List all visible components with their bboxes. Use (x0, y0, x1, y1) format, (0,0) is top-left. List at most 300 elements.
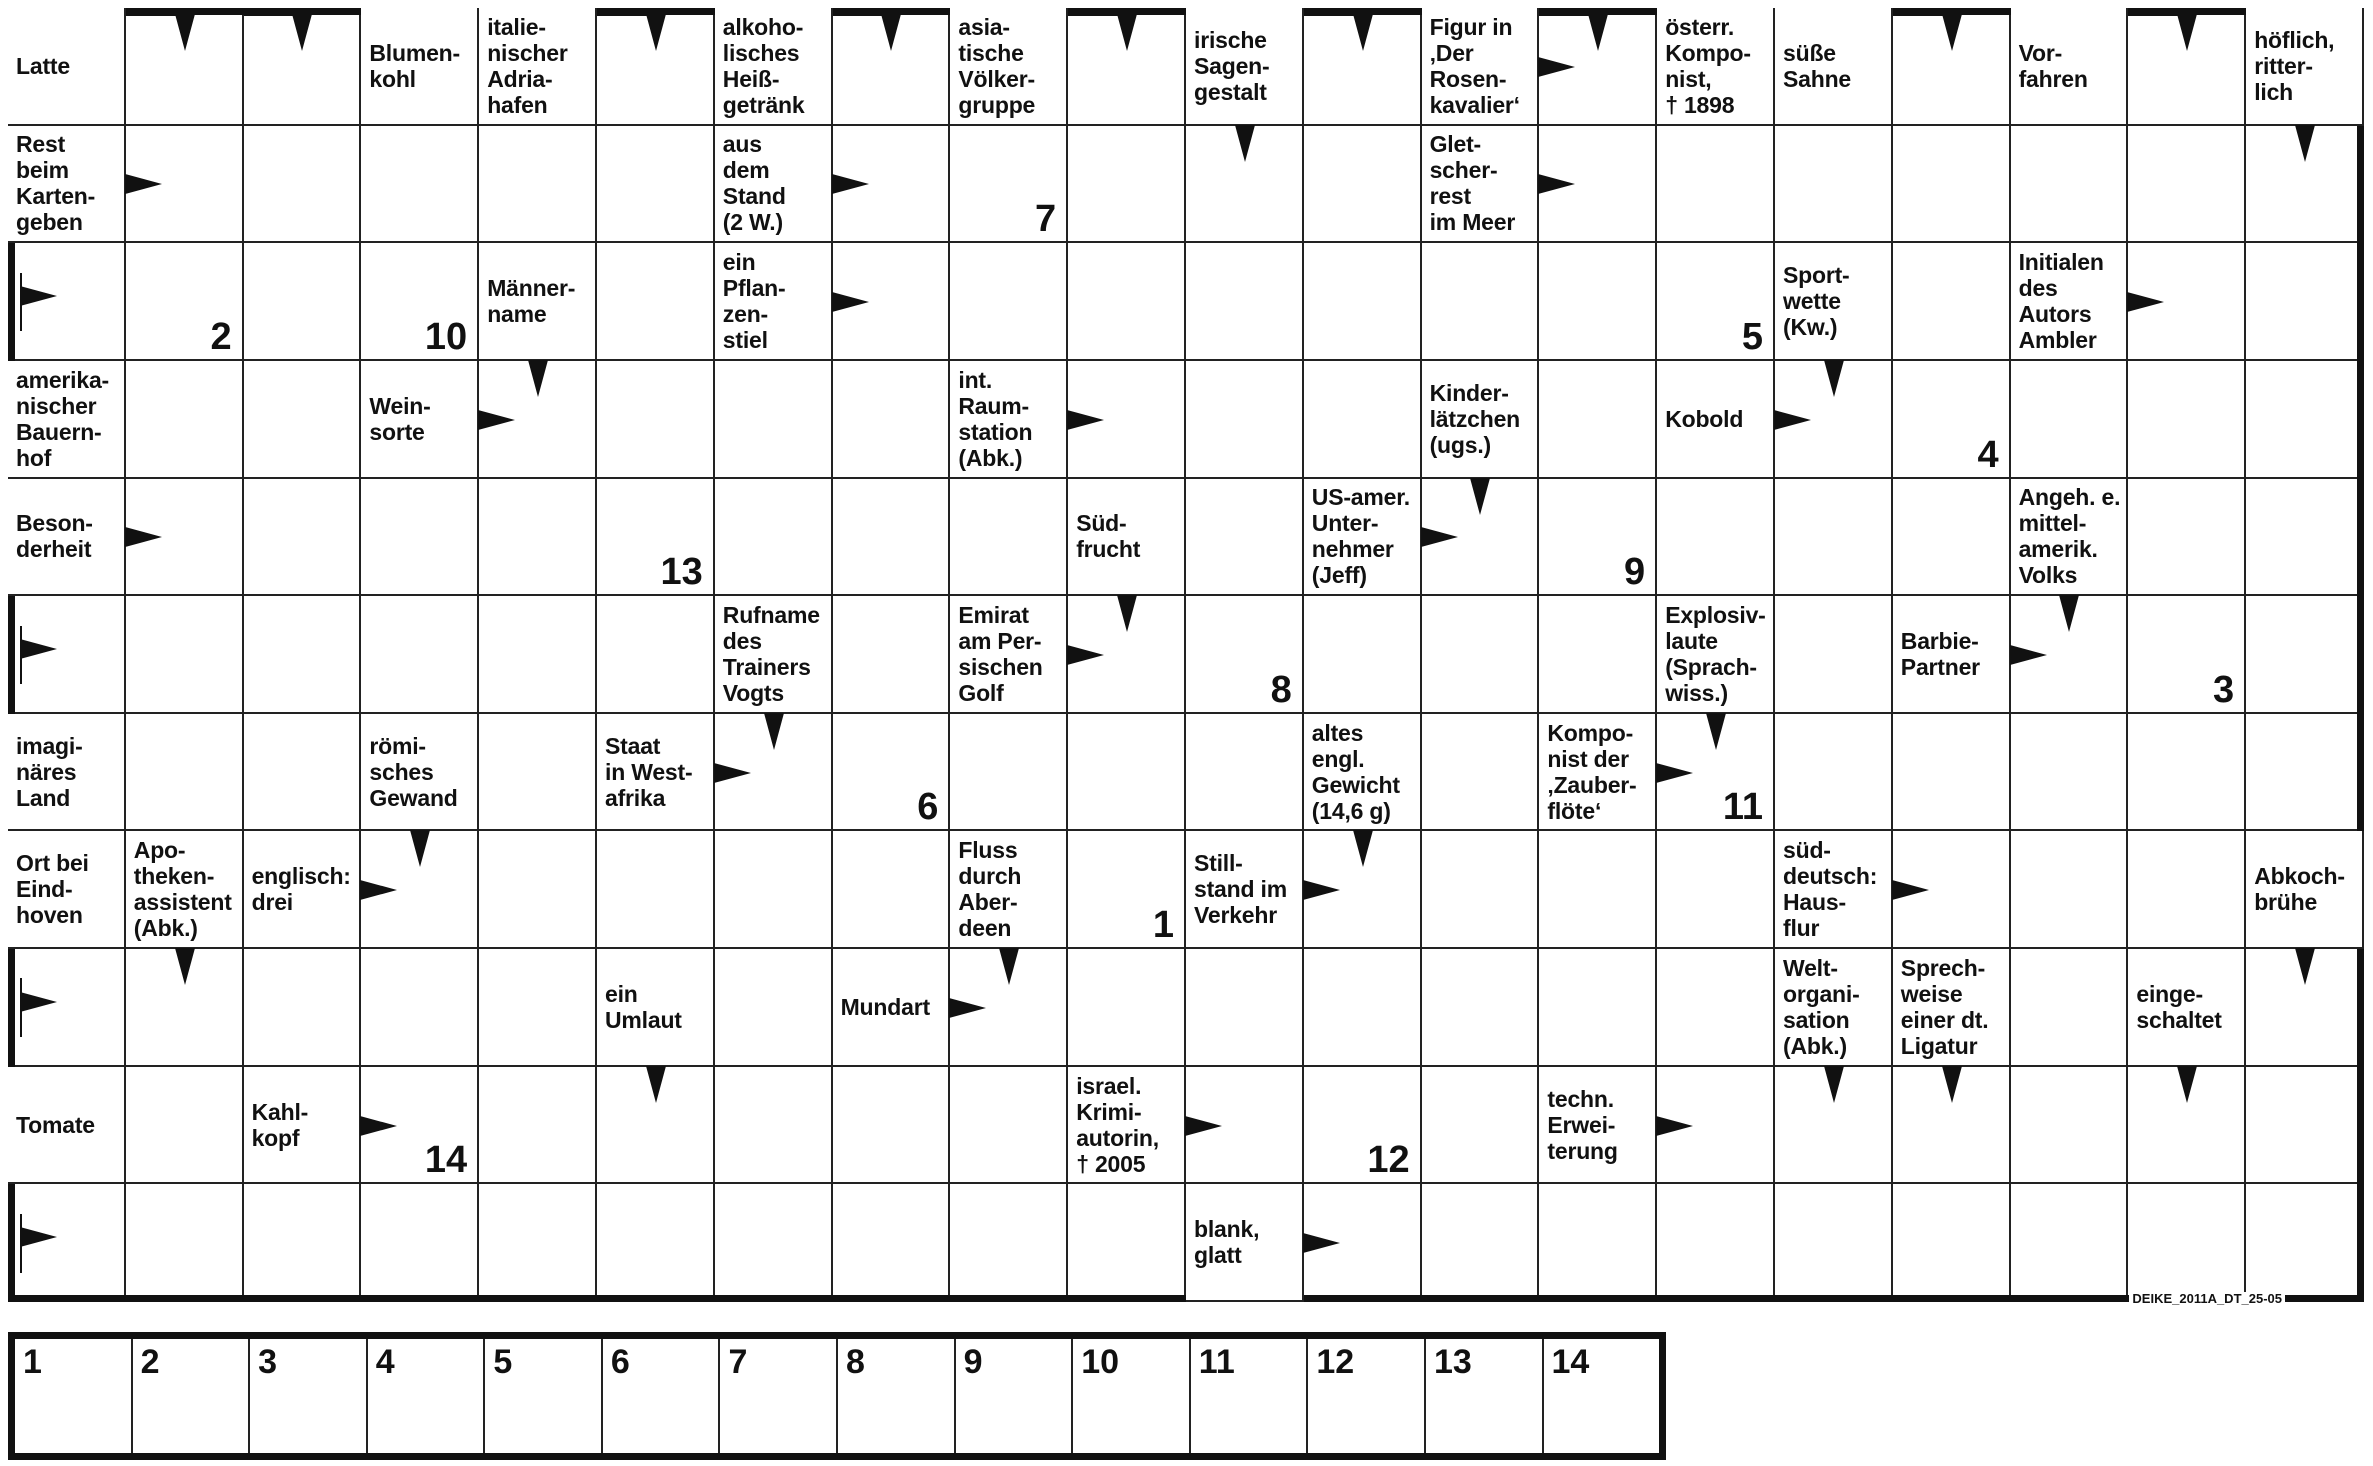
clue-cell (715, 8, 833, 126)
answer-cell[interactable] (1893, 8, 2011, 126)
solution-box-number: 4 (375, 1343, 395, 1381)
answer-cell[interactable] (2011, 126, 2129, 244)
clue-cell (361, 361, 479, 479)
solution-box-number: 10 (1081, 1343, 1120, 1381)
answer-cell[interactable] (597, 1184, 715, 1302)
arrow-right-icon (360, 1116, 397, 1136)
answer-cell[interactable] (1775, 126, 1893, 244)
arrow-down-icon (1942, 14, 1962, 51)
answer-cell[interactable] (361, 949, 479, 1067)
clue-text: israel. Krimi- autorin, † 2005 (1076, 1072, 1159, 1177)
arrow-right-icon (125, 527, 162, 547)
answer-cell[interactable] (126, 714, 244, 832)
answer-cell[interactable] (1422, 949, 1540, 1067)
clue-cell (1657, 361, 1775, 479)
clue-text: Abkoch- brühe (2254, 863, 2345, 916)
answer-cell[interactable] (361, 243, 479, 361)
answer-cell[interactable] (833, 479, 951, 597)
arrow-right-icon (1303, 880, 1340, 900)
clue-text: italie- nischer Adria- hafen (487, 13, 568, 118)
answer-cell[interactable] (597, 479, 715, 597)
answer-cell[interactable] (833, 831, 951, 949)
clue-text: Wein- sorte (369, 392, 431, 445)
solution-box[interactable] (838, 1339, 956, 1453)
answer-cell[interactable] (1068, 243, 1186, 361)
clue-text: Emirat am Per- sischen Golf (958, 601, 1043, 706)
solution-box[interactable] (1073, 1339, 1191, 1453)
arrow-right-icon (1067, 645, 1104, 665)
answer-cell[interactable] (1068, 831, 1186, 949)
arrow-right-icon (949, 998, 986, 1018)
answer-cell[interactable] (1657, 831, 1775, 949)
answer-cell[interactable] (1304, 949, 1422, 1067)
answer-cell[interactable] (479, 596, 597, 714)
solution-box[interactable] (250, 1339, 368, 1453)
answer-cell[interactable] (1068, 949, 1186, 1067)
crossword-grid (8, 8, 2364, 1302)
answer-cell[interactable] (1539, 243, 1657, 361)
answer-cell[interactable] (1422, 714, 1540, 832)
answer-cell[interactable] (833, 1067, 951, 1185)
solution-box[interactable] (15, 1339, 133, 1453)
answer-cell[interactable] (1068, 126, 1186, 244)
answer-cell[interactable] (244, 1184, 362, 1302)
answer-cell[interactable] (361, 126, 479, 244)
answer-cell[interactable] (833, 1184, 951, 1302)
answer-cell[interactable] (361, 479, 479, 597)
answer-cell[interactable] (833, 361, 951, 479)
clue-text: altes engl. Gewicht (14,6 g) (1311, 719, 1400, 824)
arrow-right-icon (478, 410, 515, 430)
clue-text: Welt- organi- sation (Abk.) (1783, 954, 1860, 1059)
answer-cell[interactable] (126, 596, 244, 714)
answer-cell[interactable] (715, 1184, 833, 1302)
answer-cell[interactable] (479, 126, 597, 244)
clue-text: Glet- scher- rest im Meer (1429, 131, 1516, 236)
answer-cell[interactable] (2246, 596, 2364, 714)
answer-cell[interactable] (244, 949, 362, 1067)
answer-cell[interactable] (1422, 831, 1540, 949)
solution-box-number: 3 (258, 1343, 278, 1381)
answer-cell[interactable] (1304, 243, 1422, 361)
arrow-right-icon (125, 174, 162, 194)
answer-cell[interactable] (950, 243, 1068, 361)
solution-number: 7 (1035, 198, 1057, 241)
answer-cell[interactable] (1186, 596, 1304, 714)
clue-cell (479, 243, 597, 361)
answer-cell[interactable] (361, 1184, 479, 1302)
clue-cell (2246, 8, 2364, 126)
solution-number: 6 (917, 786, 939, 829)
clue-text: österr. Kompo- nist, † 1898 (1665, 13, 1751, 118)
answer-cell[interactable] (2128, 1184, 2246, 1302)
clue-cell (1893, 949, 2011, 1067)
clue-text: aus dem Stand (2 W.) (722, 131, 786, 236)
answer-cell[interactable] (2128, 8, 2246, 126)
answer-cell[interactable] (2246, 1184, 2364, 1302)
arrow-down-icon (1117, 14, 1137, 51)
answer-cell[interactable] (1657, 479, 1775, 597)
clue-cell (1422, 8, 1540, 126)
clue-cell (715, 243, 833, 361)
clue-text: Blumen- kohl (369, 39, 460, 92)
answer-cell[interactable] (2011, 714, 2129, 832)
answer-cell[interactable] (479, 949, 597, 1067)
answer-cell[interactable] (1422, 1067, 1540, 1185)
arrow-right-icon (1892, 880, 1929, 900)
arrow-down-icon (1824, 360, 1844, 397)
clue-cell (715, 126, 833, 244)
arrow-down-icon (1588, 14, 1608, 51)
answer-cell[interactable] (479, 714, 597, 832)
arrow-right-icon (1656, 763, 1693, 783)
answer-cell[interactable] (8, 596, 126, 714)
answer-cell[interactable] (244, 714, 362, 832)
solution-number: 4 (1977, 433, 1999, 476)
arrow-down-icon (764, 713, 784, 750)
solution-box[interactable] (133, 1339, 251, 1453)
answer-cell[interactable] (1304, 596, 1422, 714)
answer-cell[interactable] (126, 8, 244, 126)
clue-cell (126, 831, 244, 949)
clue-text: englisch: drei (251, 863, 351, 916)
answer-cell[interactable] (950, 479, 1068, 597)
clue-text: Tomate (16, 1111, 95, 1138)
solution-box-number: 13 (1433, 1343, 1472, 1381)
clue-text: römi- sches Gewand (369, 732, 458, 811)
arrow-right-icon (1067, 410, 1104, 430)
answer-cell[interactable] (715, 831, 833, 949)
answer-cell[interactable] (1657, 126, 1775, 244)
clue-text: Ort bei Eind- hoven (16, 850, 89, 929)
answer-cell[interactable] (1775, 596, 1893, 714)
answer-cell[interactable] (1422, 1184, 1540, 1302)
clue-cell (1539, 1067, 1657, 1185)
solution-box-number: 9 (963, 1343, 983, 1381)
clue-text: Vor- fahren (2018, 39, 2088, 92)
clue-text: süd- deutsch: Haus- flur (1783, 837, 1878, 942)
arrow-right-icon (1303, 1233, 1340, 1253)
clue-cell (1186, 1184, 1304, 1302)
arrow-down-icon (1942, 1066, 1962, 1103)
arrow-right-icon (1538, 57, 1575, 77)
solution-box[interactable] (603, 1339, 721, 1453)
answer-cell[interactable] (2011, 1067, 2129, 1185)
answer-cell[interactable] (1422, 596, 1540, 714)
arrow-down-icon (1353, 14, 1373, 51)
answer-cell[interactable] (597, 596, 715, 714)
answer-cell[interactable] (1539, 479, 1657, 597)
clue-cell (244, 831, 362, 949)
arrow-right-icon (20, 992, 57, 1012)
answer-cell[interactable] (2128, 126, 2246, 244)
clue-cell (1186, 8, 1304, 126)
clue-cell (715, 596, 833, 714)
clue-text: Männer- name (487, 275, 576, 328)
answer-cell[interactable] (1657, 243, 1775, 361)
answer-cell[interactable] (1893, 714, 2011, 832)
clue-cell (8, 479, 126, 597)
answer-cell[interactable] (479, 1184, 597, 1302)
arrow-right-icon (1185, 1116, 1222, 1136)
clue-text: imagi- näres Land (16, 732, 83, 811)
answer-cell[interactable] (2128, 596, 2246, 714)
answer-cell[interactable] (715, 479, 833, 597)
answer-cell[interactable] (126, 361, 244, 479)
answer-cell[interactable] (2011, 361, 2129, 479)
clue-text: Süd- frucht (1076, 510, 1141, 563)
clue-cell (2246, 831, 2364, 949)
answer-cell[interactable] (1068, 1184, 1186, 1302)
answer-cell[interactable] (8, 1184, 126, 1302)
puzzle-code: DEIKE_2011A_DT_25-05 (2129, 1292, 2285, 1306)
solution-number: 3 (2213, 668, 2235, 711)
clue-text: Figur in ‚Der Rosen- kavalier‘ (1429, 13, 1520, 118)
answer-cell[interactable] (244, 479, 362, 597)
clue-text: alkoho- lisches Heiß- getränk (722, 13, 805, 118)
answer-cell[interactable] (1068, 8, 1186, 126)
answer-cell[interactable] (2246, 243, 2364, 361)
clue-cell (1186, 831, 1304, 949)
solution-box[interactable] (1544, 1339, 1660, 1453)
arrow-down-icon (2059, 595, 2079, 632)
clue-cell (1539, 714, 1657, 832)
answer-cell[interactable] (1304, 8, 1422, 126)
answer-cell[interactable] (1186, 361, 1304, 479)
clue-text: asia- tische Völker- gruppe (958, 13, 1036, 118)
clue-cell (2128, 949, 2246, 1067)
clue-cell (950, 8, 1068, 126)
clue-cell (1657, 596, 1775, 714)
clue-text: Initialen des Autors Ambler (2018, 249, 2104, 354)
clue-cell (2011, 243, 2129, 361)
arrow-down-icon (1353, 830, 1373, 867)
answer-cell[interactable] (2246, 361, 2364, 479)
answer-cell[interactable] (8, 243, 126, 361)
solution-box-number: 6 (610, 1343, 630, 1381)
answer-cell[interactable] (126, 1067, 244, 1185)
answer-cell[interactable] (2246, 714, 2364, 832)
solution-number: 2 (210, 315, 232, 358)
arrow-down-icon (1824, 1066, 1844, 1103)
clue-text: Rufname des Trainers Vogts (722, 601, 820, 706)
arrow-down-icon (1470, 478, 1490, 515)
answer-cell[interactable] (833, 8, 951, 126)
answer-cell[interactable] (479, 1067, 597, 1185)
clue-cell (244, 1067, 362, 1185)
answer-cell[interactable] (950, 126, 1068, 244)
answer-cell[interactable] (715, 949, 833, 1067)
answer-cell[interactable] (597, 831, 715, 949)
answer-cell[interactable] (1539, 1184, 1657, 1302)
answer-cell[interactable] (715, 361, 833, 479)
solution-number: 8 (1270, 668, 1292, 711)
solution-box-number: 5 (493, 1343, 513, 1381)
arrow-down-icon (646, 14, 666, 51)
arrow-down-icon (2295, 948, 2315, 985)
clue-text: Barbie- Partner (1900, 627, 1980, 680)
answer-cell[interactable] (244, 126, 362, 244)
answer-cell[interactable] (2011, 949, 2129, 1067)
clue-text: Fluss durch Aber- deen (958, 837, 1022, 942)
answer-cell[interactable] (1893, 1184, 2011, 1302)
answer-cell[interactable] (479, 831, 597, 949)
answer-cell[interactable] (833, 714, 951, 832)
clue-cell (479, 8, 597, 126)
solution-strip (8, 1332, 1666, 1460)
answer-cell[interactable] (2128, 831, 2246, 949)
answer-cell[interactable] (1539, 949, 1657, 1067)
answer-cell[interactable] (950, 1184, 1068, 1302)
answer-cell[interactable] (1657, 949, 1775, 1067)
solution-box[interactable] (720, 1339, 838, 1453)
clue-cell (8, 8, 126, 126)
answer-cell[interactable] (1775, 479, 1893, 597)
answer-cell[interactable] (1304, 361, 1422, 479)
answer-cell[interactable] (1775, 714, 1893, 832)
arrow-down-icon (646, 1066, 666, 1103)
solution-box[interactable] (485, 1339, 603, 1453)
answer-cell[interactable] (2011, 1184, 2129, 1302)
clue-text: techn. Erwei- terung (1547, 1085, 1618, 1164)
clue-cell (1068, 479, 1186, 597)
clue-text: Kompo- nist der ‚Zauber- flöte‘ (1547, 719, 1637, 824)
arrow-right-icon (360, 880, 397, 900)
solution-box[interactable] (368, 1339, 486, 1453)
answer-cell[interactable] (479, 479, 597, 597)
clue-cell (8, 1067, 126, 1185)
answer-cell[interactable] (1657, 1184, 1775, 1302)
answer-cell[interactable] (244, 8, 362, 126)
answer-cell[interactable] (833, 596, 951, 714)
solution-number: 13 (660, 551, 703, 594)
clue-cell (1775, 949, 1893, 1067)
answer-cell[interactable] (950, 1067, 1068, 1185)
clue-cell (1422, 126, 1540, 244)
solution-box[interactable] (1426, 1339, 1544, 1453)
answer-cell[interactable] (1186, 479, 1304, 597)
arrow-down-icon (410, 830, 430, 867)
answer-cell[interactable] (244, 361, 362, 479)
arrow-down-icon (2295, 125, 2315, 162)
answer-cell[interactable] (2246, 479, 2364, 597)
answer-cell[interactable] (1893, 243, 2011, 361)
clue-text: Mundart (840, 993, 930, 1020)
clue-cell (1068, 1067, 1186, 1185)
answer-cell[interactable] (2246, 1067, 2364, 1185)
answer-cell[interactable] (1893, 126, 2011, 244)
answer-cell[interactable] (597, 126, 715, 244)
clue-text: ein Umlaut (605, 980, 682, 1033)
answer-cell[interactable] (1422, 243, 1540, 361)
clue-text: Beson- derheit (16, 510, 93, 563)
clue-text: Sprech- weise einer dt. Ligatur (1900, 954, 1989, 1059)
arrow-right-icon (20, 286, 57, 306)
clue-cell (1775, 8, 1893, 126)
arrow-down-icon (175, 948, 195, 985)
solution-number: 5 (1741, 315, 1763, 358)
answer-cell[interactable] (361, 596, 479, 714)
answer-cell[interactable] (1304, 1067, 1422, 1185)
answer-cell[interactable] (126, 1184, 244, 1302)
clue-cell (1304, 479, 1422, 597)
arrow-right-icon (20, 639, 57, 659)
clue-cell (1775, 831, 1893, 949)
answer-cell[interactable] (1539, 361, 1657, 479)
answer-cell[interactable] (8, 949, 126, 1067)
arrow-right-icon (1656, 1116, 1693, 1136)
clue-cell (950, 831, 1068, 949)
solution-box[interactable] (1191, 1339, 1309, 1453)
clue-text: süße Sahne (1783, 39, 1852, 92)
answer-cell[interactable] (597, 243, 715, 361)
clue-cell (833, 949, 951, 1067)
answer-cell[interactable] (715, 1067, 833, 1185)
answer-cell[interactable] (1893, 361, 2011, 479)
solution-number: 14 (424, 1139, 468, 1182)
answer-cell[interactable] (1068, 714, 1186, 832)
arrow-right-icon (1774, 410, 1811, 430)
clue-text: Kobold (1665, 405, 1744, 432)
clue-cell (8, 831, 126, 949)
answer-cell[interactable] (2128, 479, 2246, 597)
answer-cell[interactable] (1186, 714, 1304, 832)
clue-cell (597, 714, 715, 832)
clue-text: höflich, ritter- lich (2254, 26, 2335, 105)
arrow-down-icon (881, 14, 901, 51)
arrow-down-icon (1117, 595, 1137, 632)
answer-cell[interactable] (1893, 479, 2011, 597)
answer-cell[interactable] (244, 243, 362, 361)
answer-cell[interactable] (244, 596, 362, 714)
solution-number: 10 (424, 315, 468, 358)
clue-cell (1304, 714, 1422, 832)
clue-text: Kinder- lätzchen (ugs.) (1429, 379, 1521, 458)
answer-cell[interactable] (2128, 714, 2246, 832)
clue-text: int. Raum- station (Abk.) (958, 366, 1033, 471)
clue-cell (2011, 8, 2129, 126)
clue-cell (1775, 243, 1893, 361)
answer-cell[interactable] (1186, 243, 1304, 361)
arrow-down-icon (999, 948, 1019, 985)
clue-cell (361, 8, 479, 126)
clue-cell (361, 714, 479, 832)
answer-cell[interactable] (126, 243, 244, 361)
answer-cell[interactable] (1539, 596, 1657, 714)
answer-cell[interactable] (950, 714, 1068, 832)
answer-cell[interactable] (1539, 831, 1657, 949)
solution-number: 12 (1367, 1139, 1410, 1182)
solution-box[interactable] (956, 1339, 1074, 1453)
clue-cell (597, 949, 715, 1067)
answer-cell[interactable] (1186, 949, 1304, 1067)
answer-cell[interactable] (1775, 1184, 1893, 1302)
answer-cell[interactable] (2011, 831, 2129, 949)
arrow-right-icon (1421, 527, 1458, 547)
arrow-right-icon (1538, 174, 1575, 194)
arrow-right-icon (832, 174, 869, 194)
answer-cell[interactable] (597, 8, 715, 126)
clue-cell (950, 361, 1068, 479)
clue-cell (1657, 8, 1775, 126)
answer-cell[interactable] (2128, 361, 2246, 479)
clue-cell (8, 126, 126, 244)
solution-box[interactable] (1308, 1339, 1426, 1453)
answer-cell[interactable] (597, 361, 715, 479)
answer-cell[interactable] (1304, 126, 1422, 244)
solution-number: 11 (1722, 786, 1763, 829)
clue-text: blank, glatt (1194, 1216, 1260, 1269)
